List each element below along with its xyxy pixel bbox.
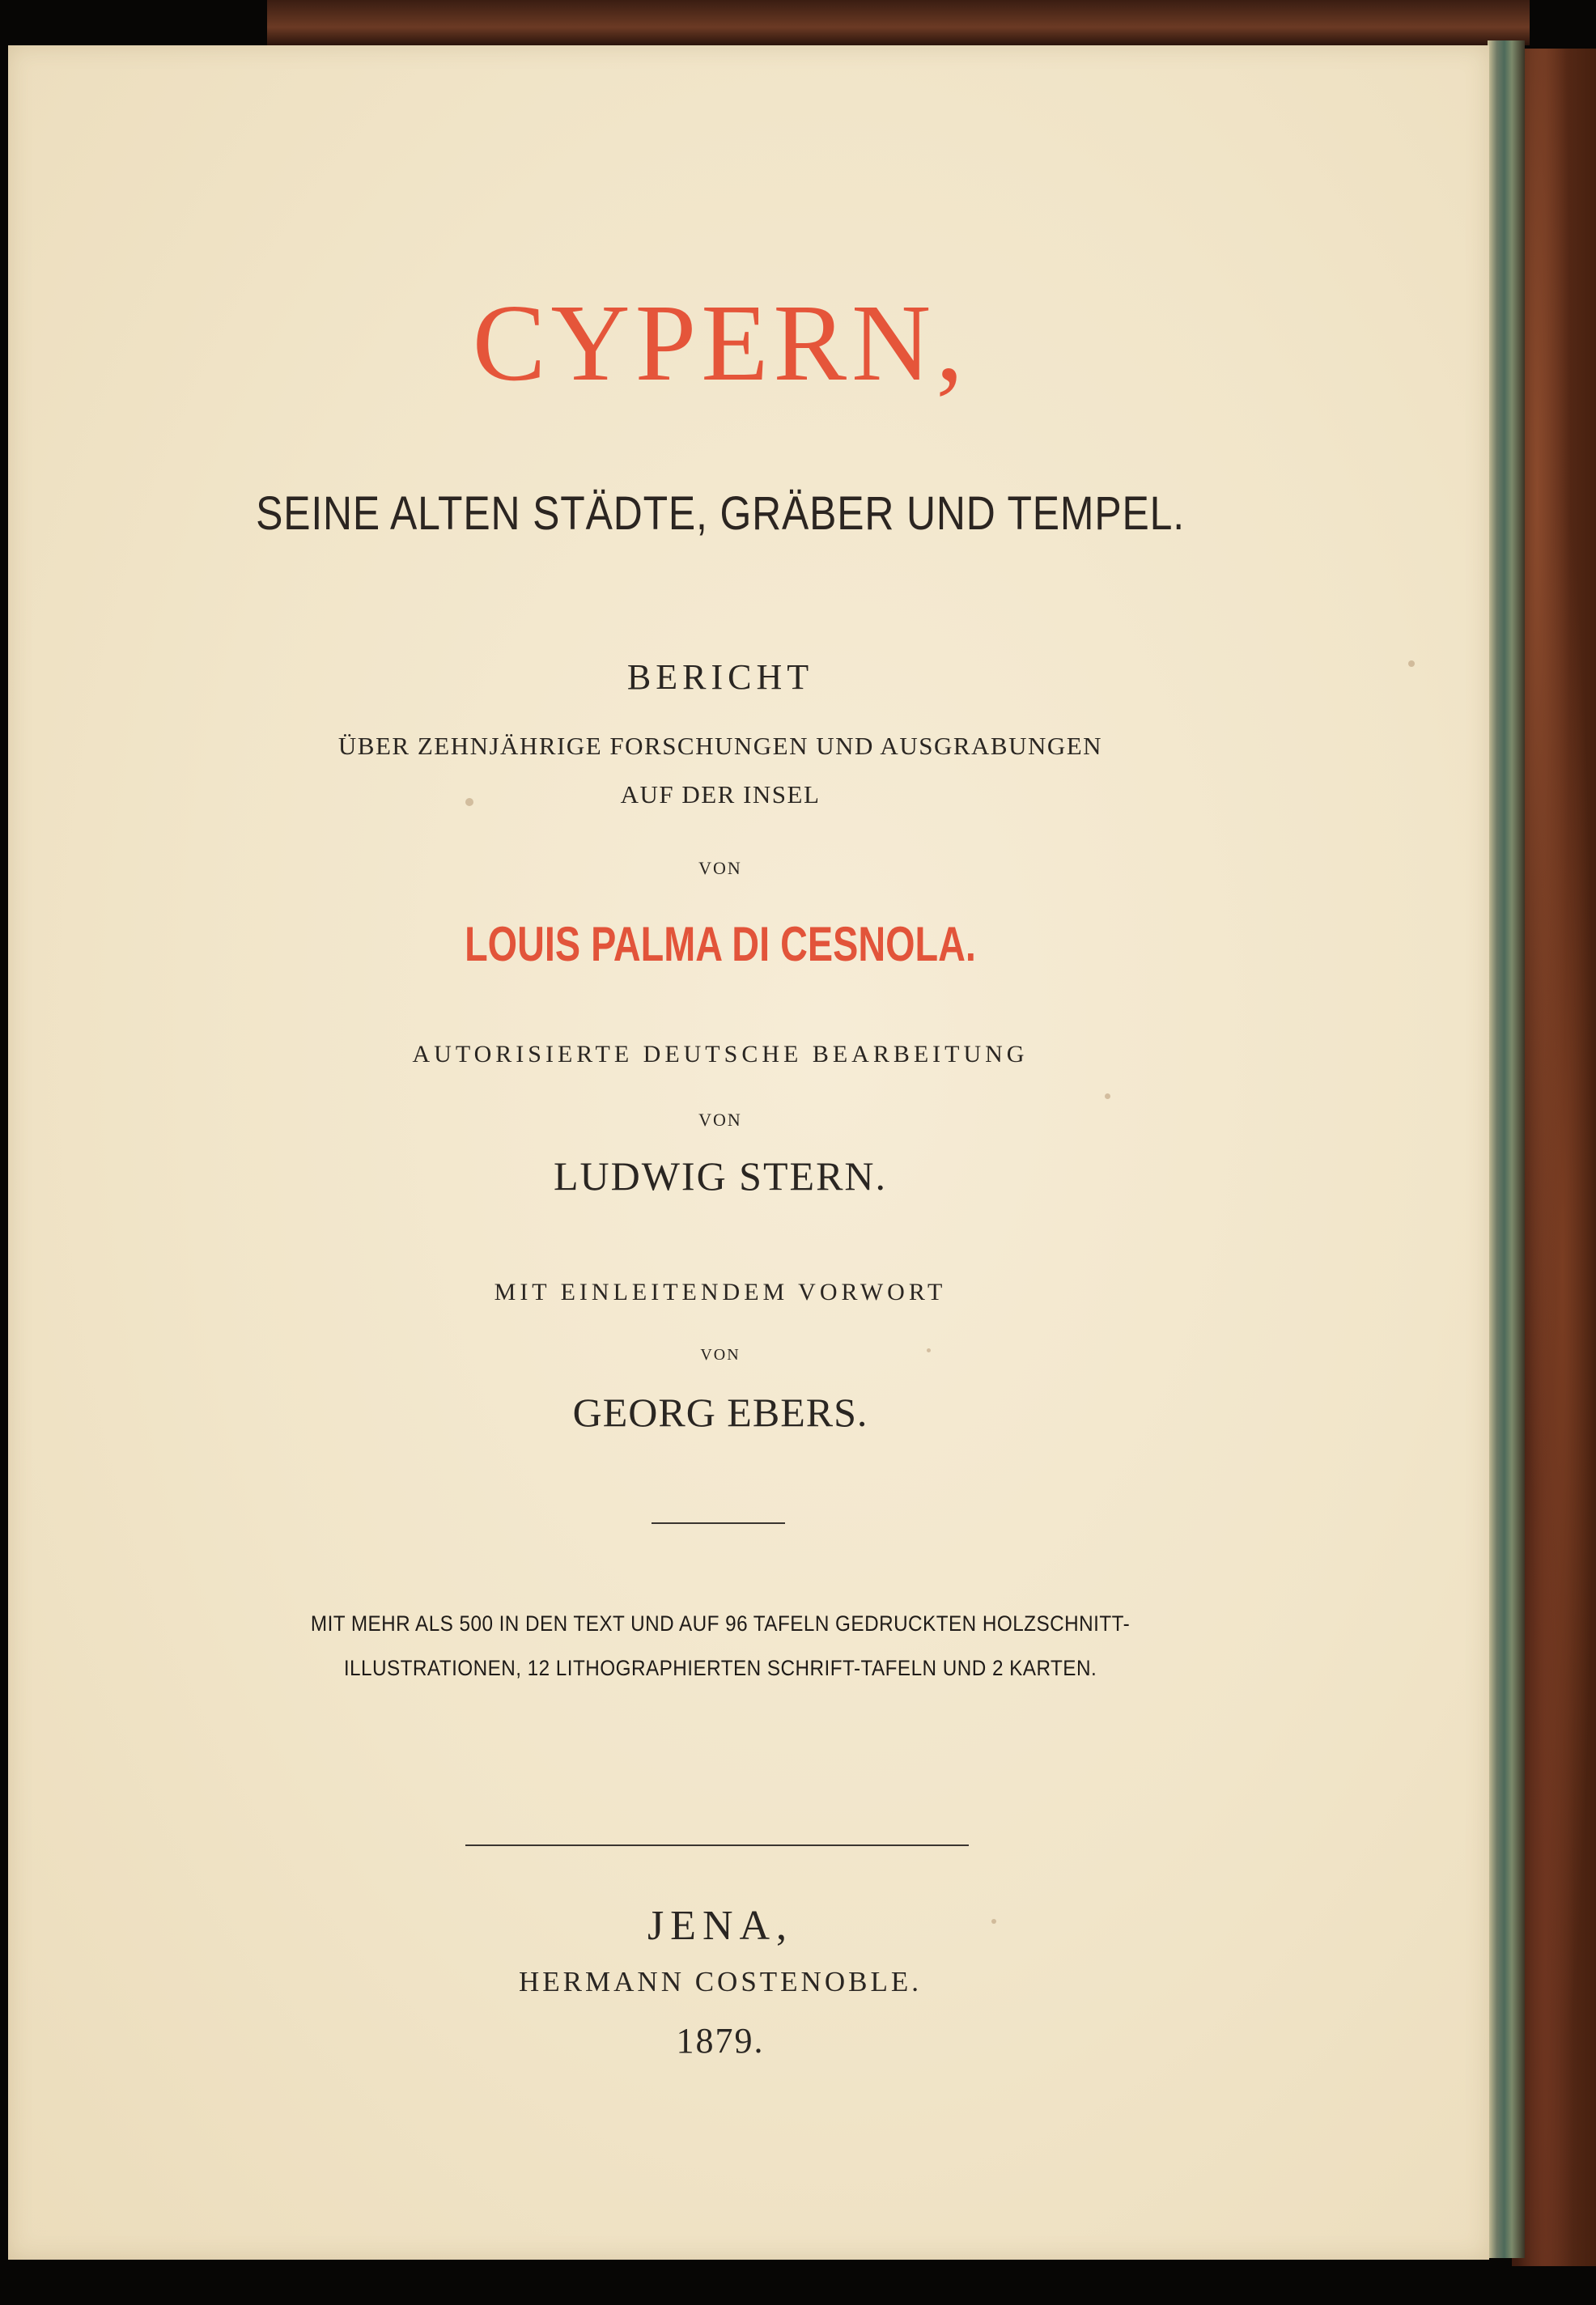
translator-name: LUDWIG STERN.: [553, 1153, 888, 1199]
imprint-city: JENA,: [647, 1903, 794, 1949]
foreword-label: MIT EINLEITENDEM VORWORT: [494, 1279, 947, 1305]
by-label-author: VON: [698, 858, 742, 878]
report-description-line-2: AUF DER INSEL: [620, 780, 821, 809]
page-edges: [1488, 40, 1525, 2258]
imprint-publisher: HERMANN COSTENOBLE.: [519, 1966, 922, 1997]
by-label-translator: VON: [698, 1110, 742, 1130]
foreword-author-name: GEORG EBERS.: [572, 1390, 868, 1435]
title-page: [8, 45, 1489, 2260]
long-divider-rule: [465, 1844, 969, 1846]
illustrations-note-line-1: MIT MEHR ALS 500 IN DEN TEXT UND AUF 96 TAFELN GEDRUCKTEN HOLZSCHNITT-: [310, 1611, 1131, 1636]
book-subtitle: SEINE ALTEN STÄDTE, GRÄBER UND TEMPEL.: [256, 487, 1185, 540]
author-name: LOUIS PALMA DI CESNOLA.: [465, 917, 976, 971]
illustrations-note-line-2: ILLUSTRATIONEN, 12 LITHOGRAPHIERTEN SCHRIFT-TAFELN UND 2 KARTEN.: [343, 1656, 1097, 1680]
binding-board-top: [267, 0, 1530, 45]
title-page-content: [8, 45, 1489, 2260]
edition-label: AUTORISIERTE DEUTSCHE BEARBEITUNG: [412, 1041, 1029, 1068]
report-description-line-1: ÜBER ZEHNJÄHRIGE FORSCHUNGEN UND AUSGRABUNGEN: [337, 732, 1103, 760]
book-title: CYPERN,: [472, 282, 969, 404]
short-divider-rule: [652, 1522, 785, 1524]
imprint-year: 1879.: [676, 2021, 765, 2061]
report-label: BERICHT: [626, 657, 814, 697]
by-label-foreword: VON: [700, 1346, 741, 1364]
